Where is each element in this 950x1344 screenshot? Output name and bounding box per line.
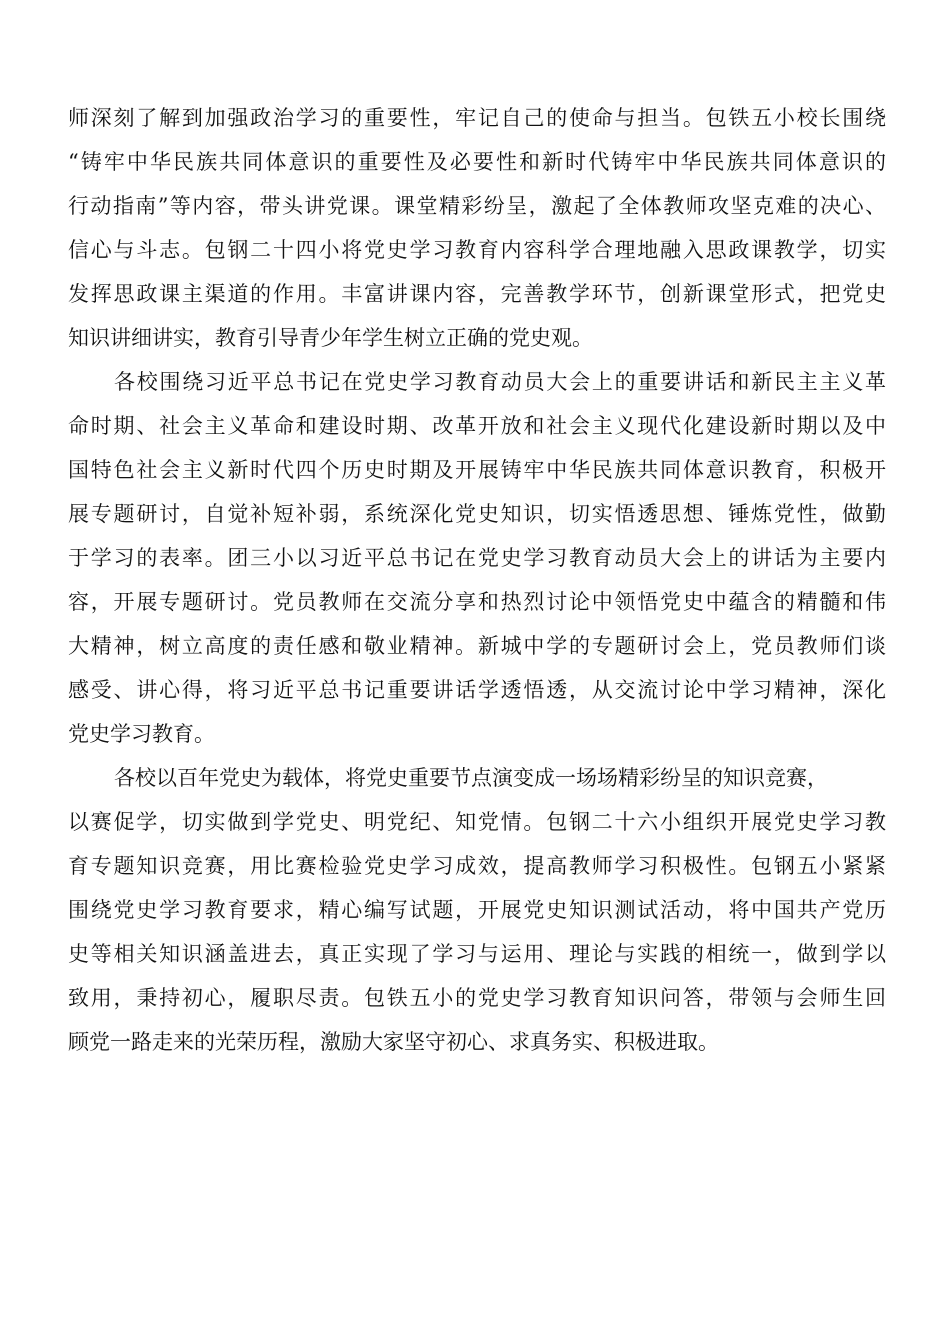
text-line: 各校以百年党史为载体，将党史重要节点演变成一场场精彩纷呈的知识竞赛， xyxy=(114,766,828,790)
document-body xyxy=(68,96,886,1064)
text-line: 史等相关知识涵盖进去，真正实现了学习与运用、理论与实践的相统一，做到学以 xyxy=(68,942,886,966)
text-line: 国特色社会主义新时代四个历史时期及开展铸牢中华民族共同体意识教育，积极开 xyxy=(68,458,886,482)
paragraph-1 xyxy=(68,96,886,360)
paragraph-3 xyxy=(68,756,886,1064)
text-line: 容，开展专题研讨。党员教师在交流分享和热烈讨论中领悟党史中蕴含的精髓和伟 xyxy=(68,590,886,614)
text-line: 各校围绕习近平总书记在党史学习教育动员大会上的重要讲话和新民主主义革 xyxy=(114,370,886,394)
text-line: 行动指南”等内容，带头讲党课。课堂精彩纷呈，激起了全体教师攻坚克难的决心、 xyxy=(68,194,886,218)
text-line: 围绕党史学习教育要求，精心编写试题，开展党史知识测试活动，将中国共产党历 xyxy=(68,898,886,922)
text-line: 命时期、社会主义革命和建设时期、改革开放和社会主义现代化建设新时期以及中 xyxy=(68,414,886,438)
text-line: 展专题研讨，自觉补短补弱，系统深化党史知识，切实悟透思想、锤炼党性，做勤 xyxy=(68,502,886,526)
text-line: 党史学习教育。 xyxy=(68,722,215,746)
text-line: “铸牢中华民族共同体意识的重要性及必要性和新时代铸牢中华民族共同体意识的 xyxy=(68,150,886,174)
text-line: 感受、讲心得，将习近平总书记重要讲话学透悟透，从交流讨论中学习精神，深化 xyxy=(68,678,886,702)
paragraph-2 xyxy=(68,360,886,756)
text-line: 发挥思政课主渠道的作用。丰富讲课内容，完善教学环节，创新课堂形式，把党史 xyxy=(68,282,886,306)
text-line: 师深刻了解到加强政治学习的重要性，牢记自己的使命与担当。包铁五小校长围绕 xyxy=(68,106,886,130)
text-line: 信心与斗志。包钢二十四小将党史学习教育内容科学合理地融入思政课教学，切实 xyxy=(68,238,886,262)
text-line: 育专题知识竞赛，用比赛检验党史学习成效，提高教师学习积极性。包钢五小紧紧 xyxy=(68,854,886,878)
text-line: 以赛促学，切实做到学党史、明党纪、知党情。包钢二十六小组织开展党史学习教 xyxy=(68,810,886,834)
text-line: 顾党一路走来的光荣历程，激励大家坚守初心、求真务实、积极进取。 xyxy=(68,1030,719,1054)
text-line: 大精神，树立高度的责任感和敬业精神。新城中学的专题研讨会上，党员教师们谈 xyxy=(68,634,886,658)
text-line: 致用，秉持初心，履职尽责。包铁五小的党史学习教育知识问答，带领与会师生回 xyxy=(68,986,886,1010)
text-line: 于学习的表率。团三小以习近平总书记在党史学习教育动员大会上的讲话为主要内 xyxy=(68,546,886,570)
text-line: 知识讲细讲实，教育引导青少年学生树立正确的党史观。 xyxy=(68,326,593,350)
